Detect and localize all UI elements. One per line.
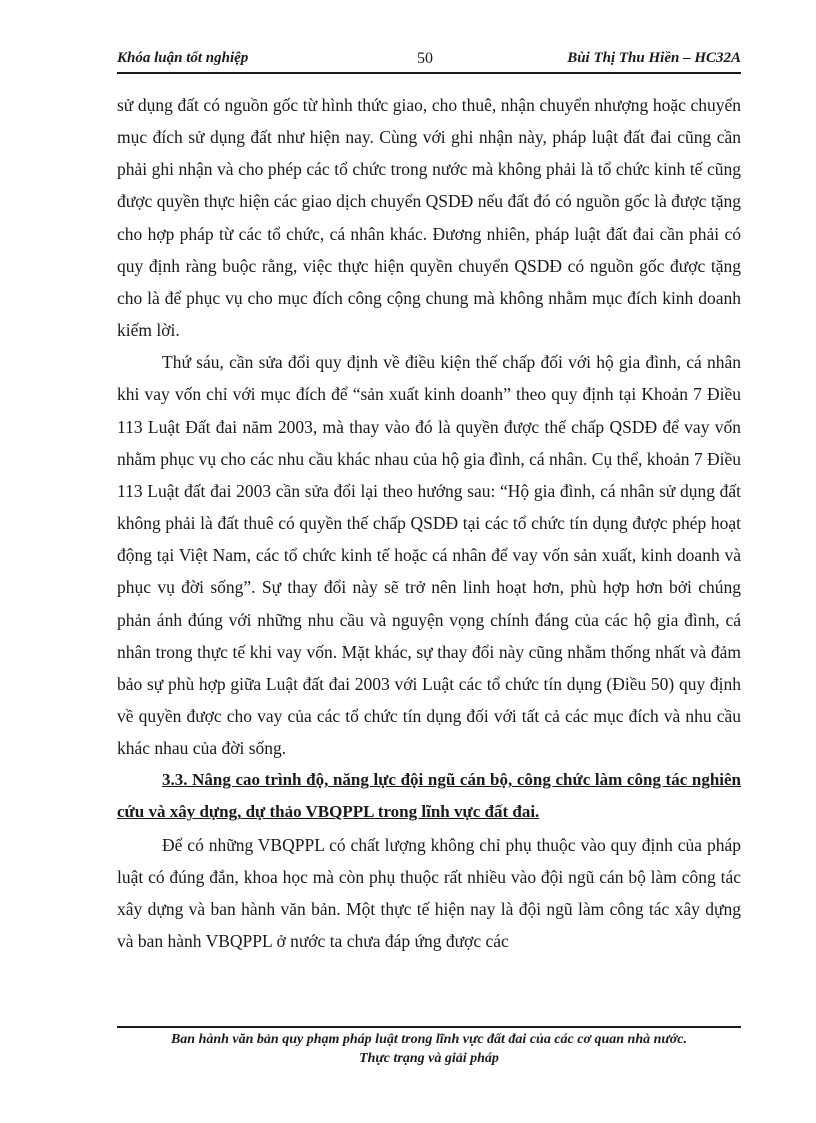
page-body xyxy=(117,89,741,957)
page-footer xyxy=(110,1030,748,1068)
header-divider xyxy=(117,72,741,74)
footer-divider xyxy=(117,1026,741,1028)
section-heading: 3.3. Nâng cao trình độ, năng lực đội ngũ cán bộ, công chức làm công tác nghiên cứu và xây dựng, dự thảo VBQPPL trong lĩnh vực đất đai. xyxy=(117,770,741,822)
page-number: 50 xyxy=(417,50,433,67)
footer-title-line-2: Thực trạng và giải pháp xyxy=(359,1051,499,1066)
header-document-type: Khóa luận tốt nghiệp xyxy=(117,50,249,66)
body-paragraph: Để có những VBQPPL có chất lượng không chỉ phụ thuộc vào quy định của pháp luật có đúng đắn, khoa học mà còn phụ thuộc rất nhiều vào đội ngũ cán bộ làm công tác xây dựng và ban hành văn bản. Một thực tế hiện nay là đội ngũ làm công tác xây dựng và ban hành VBQPPL ở nước ta chưa đáp ứng được các xyxy=(117,834,741,952)
header-author: Bùi Thị Thu Hiền – HC32A xyxy=(567,50,741,66)
page-header xyxy=(117,48,741,70)
footer-title-line-1: Ban hành văn bản quy phạm pháp luật trong lĩnh vực đất đai của các cơ quan nhà nước. xyxy=(170,1032,688,1047)
body-paragraph: Thứ sáu, cần sửa đổi quy định về điều kiện thế chấp đối với hộ gia đình, cá nhân khi vay vốn chỉ với mục đích để “sản xuất kinh doanh” theo quy định tại Khoản 7 Điều 113 Luật Đất đai năm 2003, mà thay vào đó là quyền được thế chấp QSDĐ để vay vốn nhằm phục vụ cho các nhu cầu khác nhau của hộ gia đình, cá nhân. Cụ thể, khoản 7 Điều 113 Luật đất đai 2003 cần sửa đổi lại theo hướng sau: “Hộ gia đình, cá nhân sử dụng đất không phải là đất thuê có quyền thế chấp QSDĐ tại các tổ chức tín dụng được phép hoạt động tại Việt Nam, các tổ chức kinh tế hoặc cá nhân để vay vốn sản xuất, kinh doanh và phục vụ đời sống”. Sự thay đổi này sẽ trở nên linh hoạt hơn, phù hợp hơn bởi chúng phản ánh đúng với những nhu cầu và nguyện vọng chính đáng của các hộ gia đình, cá nhân trong thực tế khi vay vốn. Mặt khác, sự thay đổi này cũng nhằm thống nhất và đảm bảo sự phù hợp giữa Luật đất đai 2003 với Luật các tổ chức tín dụng (Điều 50) quy định về quyền được cho vay của các tổ chức tín dụng đối với tất cả các mục đích và nhu cầu khác nhau của đời sống. xyxy=(117,352,741,759)
body-paragraph: sử dụng đất có nguồn gốc từ hình thức giao, cho thuê, nhận chuyển nhượng hoặc chuyển mục đích sử dụng đất như hiện nay. Cùng với ghi nhận này, pháp luật đất đai cũng cần phải ghi nhận và cho phép các tổ chức trong nước mà không phải là tổ chức kinh tế cũng được quyền thực hiện các giao dịch chuyển QSDĐ nếu đất đó có nguồn gốc là được tặng cho hợp pháp từ các tổ chức, cá nhân khác. Đương nhiên, pháp luật đất đai cần phải có quy định ràng buộc rằng, việc thực hiện quyền chuyển QSDĐ có nguồn gốc được tặng cho là để phục vụ cho mục đích công cộng chung mà không nhằm mục đích kinh doanh kiếm lời. xyxy=(117,95,741,341)
